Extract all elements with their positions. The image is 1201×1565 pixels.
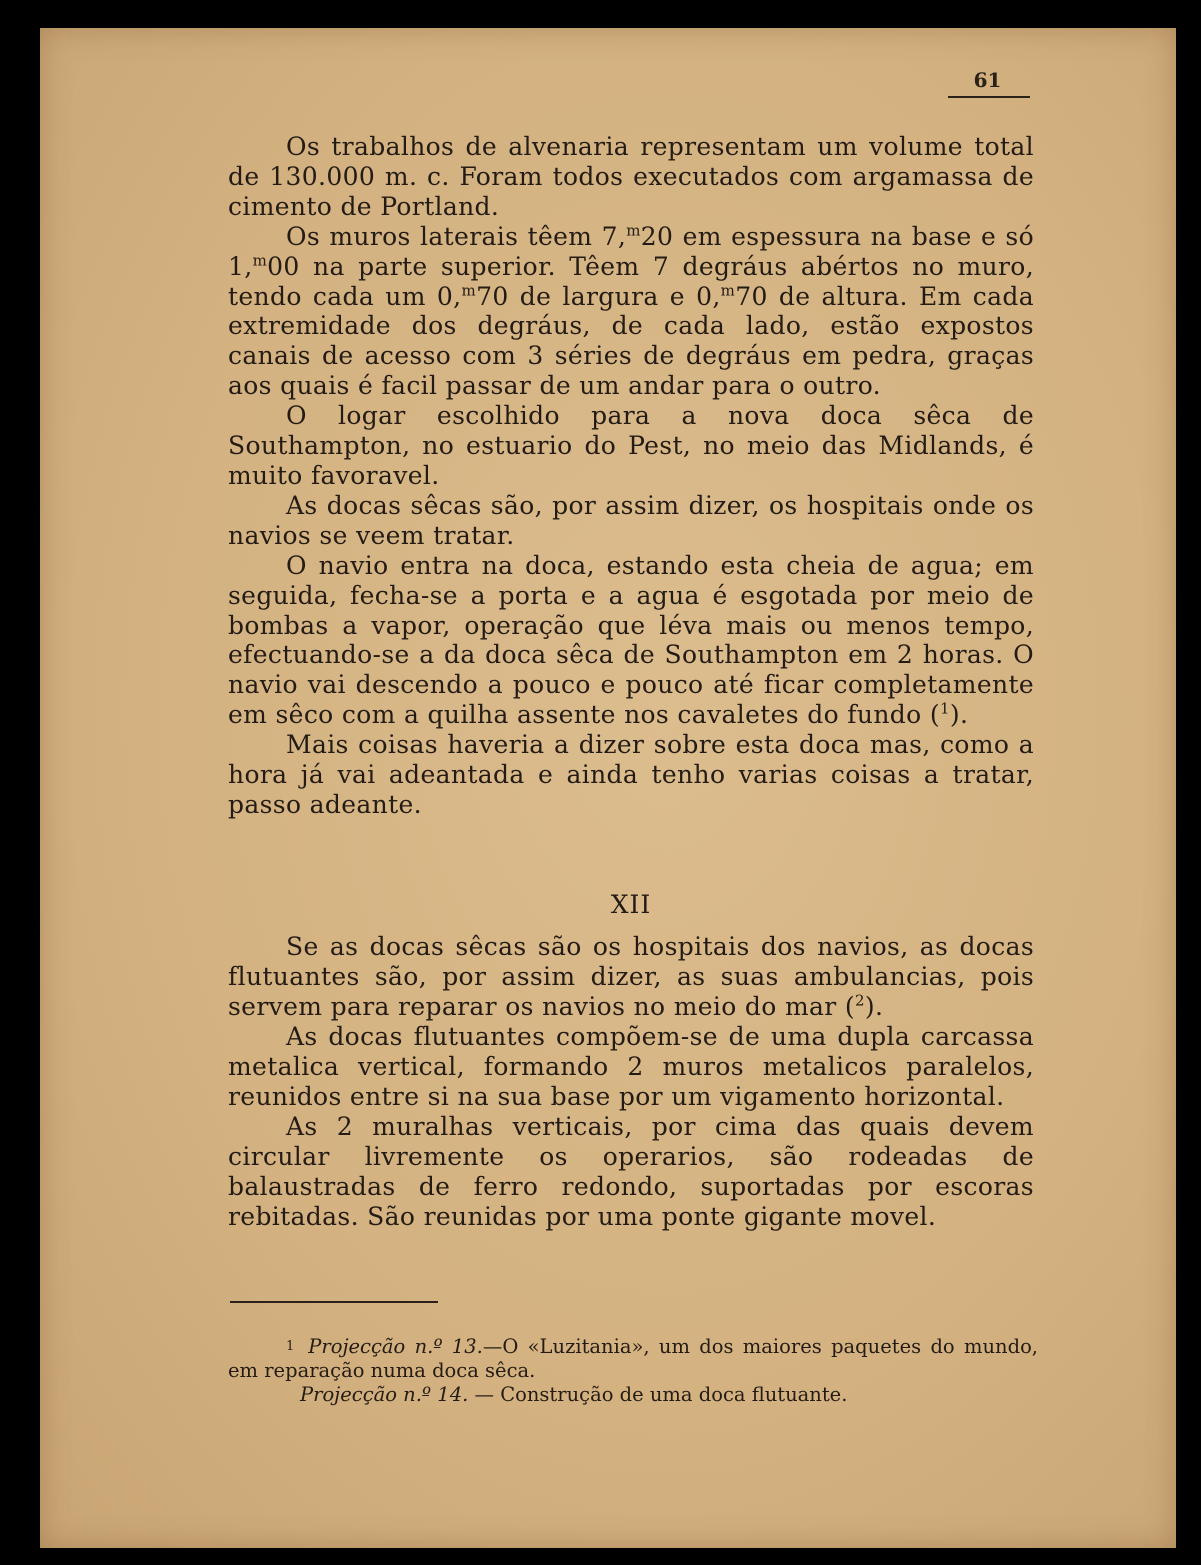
page-number-rule xyxy=(948,96,1030,98)
paragraph-8: As docas flutuantes compõem-se de uma dupla carcassa metalica vertical, formando 2 muros metalicos paralelos, reunidos entre si na sua base por um vigamento horizontal. xyxy=(228,1022,1034,1111)
body-text xyxy=(228,132,1034,820)
page-number: 61 xyxy=(973,68,1002,92)
footnote-1: $^1$ Projecção n.º 13.—O «Luzitania», um dos maiores paquetes do mundo, em reparação numa doca sêca. xyxy=(228,1335,1039,1382)
footnote-ref-1: 1 xyxy=(939,699,950,718)
paragraph-5: O navio entra na doca, estando esta cheia de agua; em seguida, fecha-se a porta e a agua é esgotada por meio de bombas a vapor, operação que léva mais ou menos tempo, efectuando-se a da doca sêca de Southampton em 2 horas. O navio vai descendo a pouco e pouco até ficar completamente em sêco com a quilha assente nos cavaletes do fundo ($^1$). xyxy=(228,550,1034,730)
section-heading: XII xyxy=(610,890,652,919)
paragraph-6: Mais coisas haveria a dizer sobre esta doca mas, como a hora já vai adeantada e ainda tenho varias coisas a tratar, passo adeante. xyxy=(228,730,1034,819)
paragraph-4: As docas sêcas são, por assim dizer, os hospitais onde os navios se veem tratar. xyxy=(228,490,1034,550)
paragraph-1: Os trabalhos de alvenaria representam um volume total de 130.000 m. c. Foram todos executados com argamassa de cimento de Portland. xyxy=(228,132,1034,221)
body-text-section-xii xyxy=(228,932,1034,1232)
paragraph-3: O logar escolhido para a nova doca sêca de Southampton, no estuario do Pest, no meio das Midlands, é muito favoravel. xyxy=(228,401,1034,490)
paragraph-9: As 2 muralhas verticais, por cima das quais devem circular livremente os operarios, são rodeadas de balaustradas de ferro redondo, suportadas por escoras rebitadas. São reunidas por uma ponte gigante movel. xyxy=(228,1112,1034,1231)
paragraph-2: Os muros laterais têem 7,$^m$20 em espessura na base e só 1,$^m$00 na parte superior. Têem 7 degráus abértos no muro, tendo cada um 0,$^m$70 de largura e 0,$^m$70 de altura. Em cada extremidade dos degráus, de cada lado, estão expostos canais de acesso com 3 séries de degráus em pedra, graças aos quais é facil passar de um andar para o outro. xyxy=(228,221,1035,401)
footnote-2: Projecção n.º 14. — Construção de uma doca flutuante. xyxy=(300,1383,848,1406)
footnote-rule xyxy=(230,1301,438,1303)
paragraph-7: Se as docas sêcas são os hospitais dos navios, as docas flutuantes são, por assim dizer, as suas ambulancias, pois servem para reparar os navios no meio do mar ($^2$). xyxy=(228,932,1034,1021)
book-page xyxy=(40,28,1176,1548)
footnote-ref-2: 2 xyxy=(855,991,865,1010)
footnotes xyxy=(228,1335,1038,1407)
